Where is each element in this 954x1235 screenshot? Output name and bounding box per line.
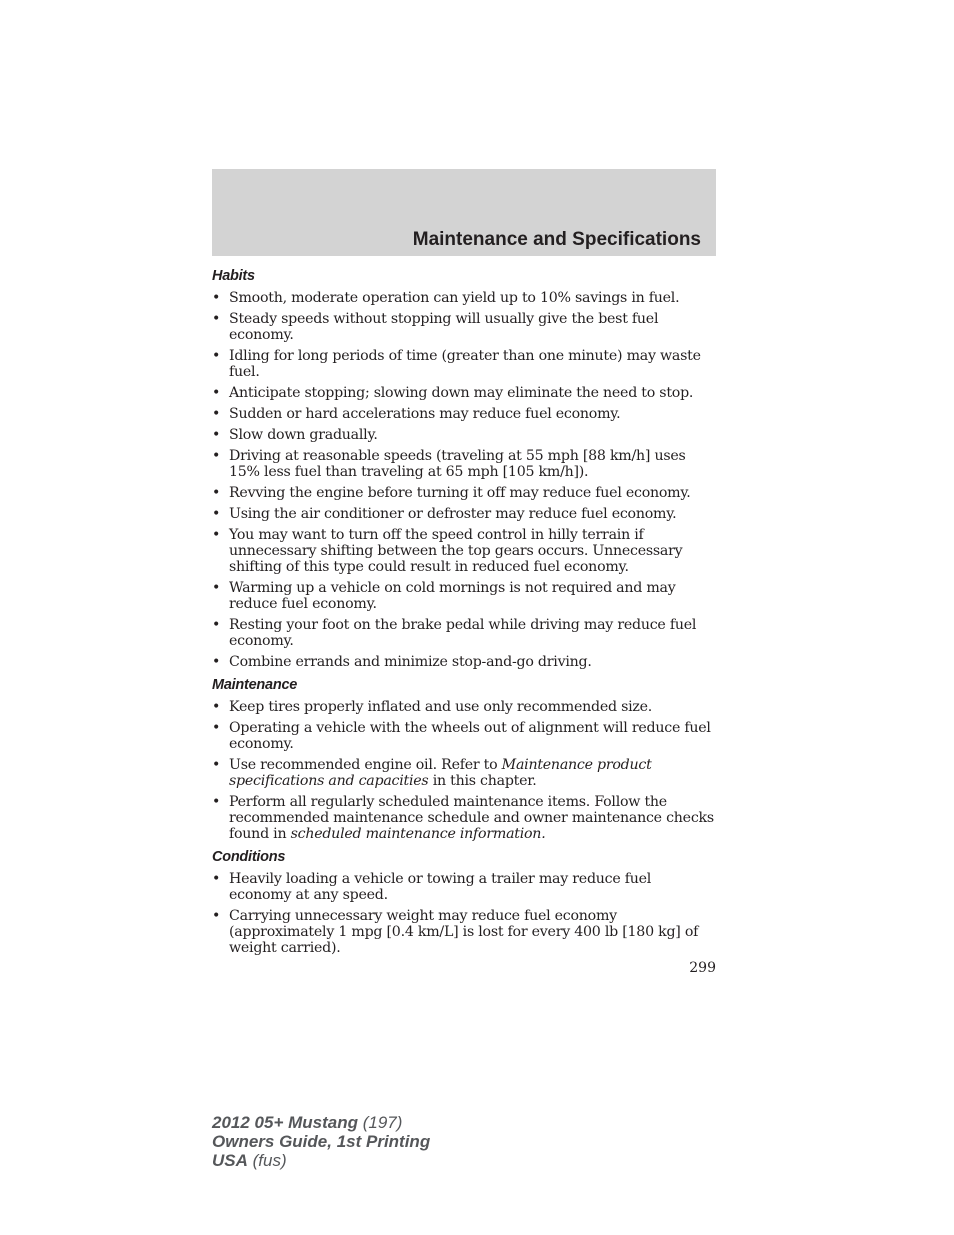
bullet-icon: •: [212, 654, 221, 670]
heading-conditions: Conditions: [212, 849, 286, 865]
footer-line-model: 2012 05+ Mustang (197): [212, 1113, 403, 1132]
bullet-icon: •: [212, 527, 221, 543]
bullet-icon: •: [212, 311, 221, 327]
list-item: • Slow down gradually.: [212, 427, 378, 443]
page-number: 299: [689, 960, 716, 976]
list-item: • Perform all regularly scheduled maintenance items. Follow the recommended maintenance schedule and owner maintenance checks found in scheduled maintenance information.: [212, 794, 714, 842]
heading-habits: Habits: [212, 268, 255, 284]
list-item: • Smooth, moderate operation can yield up to 10% savings in fuel.: [212, 290, 680, 306]
bullet-icon: •: [212, 348, 221, 364]
list-item: • You may want to turn off the speed control in hilly terrain if unnecessary shifting between the top gears occurs. Unnecessary shifting of this type could result in reduced fuel economy.: [212, 527, 683, 575]
bullet-icon: •: [212, 908, 221, 924]
section-title: Maintenance and Specifications: [412, 229, 701, 250]
list-item: • Carrying unnecessary weight may reduce fuel economy (approximately 1 mpg [0.4 km/L] is lost for every 400 lb [180 kg] of weight carried).: [212, 908, 699, 956]
bullet-icon: •: [212, 406, 221, 422]
bullet-icon: •: [212, 794, 221, 810]
list-item: • Driving at reasonable speeds (traveling at 55 mph [88 km/h] uses 15% less fuel than traveling at 65 mph [105 km/h]).: [212, 448, 686, 480]
maintenance-list: [212, 699, 716, 842]
bullet-icon: •: [212, 580, 221, 596]
list-item: • Combine errands and minimize stop-and-go driving.: [212, 654, 592, 670]
bullet-icon: •: [212, 699, 221, 715]
list-item: • Steady speeds without stopping will usually give the best fuel economy.: [212, 311, 659, 343]
list-item: • Using the air conditioner or defroster may reduce fuel economy.: [212, 506, 677, 522]
list-item: • Heavily loading a vehicle or towing a trailer may reduce fuel economy at any speed.: [212, 871, 652, 903]
bullet-icon: •: [212, 427, 221, 443]
page-content: [212, 266, 716, 961]
list-item: • Anticipate stopping; slowing down may eliminate the need to stop.: [212, 385, 694, 401]
list-item: • Revving the engine before turning it off may reduce fuel economy.: [212, 485, 691, 501]
bullet-icon: •: [212, 506, 221, 522]
list-item: • Use recommended engine oil. Refer to Maintenance product specifications and capacities in this chapter.: [212, 757, 652, 789]
footer-line-guide: Owners Guide, 1st Printing: [212, 1132, 431, 1151]
bullet-icon: •: [212, 871, 221, 887]
section-header-band: [212, 169, 716, 256]
bullet-icon: •: [212, 757, 221, 773]
list-item: • Warming up a vehicle on cold mornings is not required and may reduce fuel economy.: [212, 580, 676, 612]
bullet-icon: •: [212, 290, 221, 306]
bullet-icon: •: [212, 720, 221, 736]
cross-reference: Maintenance product specifications and capacities: [229, 757, 652, 789]
document-footer: [212, 1113, 430, 1170]
list-item: • Keep tires properly inflated and use only recommended size.: [212, 699, 653, 715]
list-item: • Operating a vehicle with the wheels out of alignment will reduce fuel economy.: [212, 720, 711, 752]
list-item: • Sudden or hard accelerations may reduce fuel economy.: [212, 406, 621, 422]
bullet-icon: •: [212, 485, 221, 501]
conditions-list: [212, 871, 716, 956]
bullet-icon: •: [212, 385, 221, 401]
footer-line-market: USA (fus): [212, 1151, 287, 1170]
bullet-icon: •: [212, 617, 221, 633]
cross-reference: scheduled maintenance information.: [290, 826, 546, 842]
habits-list: [212, 290, 716, 670]
heading-maintenance: Maintenance: [212, 677, 298, 693]
list-item: • Idling for long periods of time (greater than one minute) may waste fuel.: [212, 348, 701, 380]
bullet-icon: •: [212, 448, 221, 464]
list-item: • Resting your foot on the brake pedal while driving may reduce fuel economy.: [212, 617, 697, 649]
